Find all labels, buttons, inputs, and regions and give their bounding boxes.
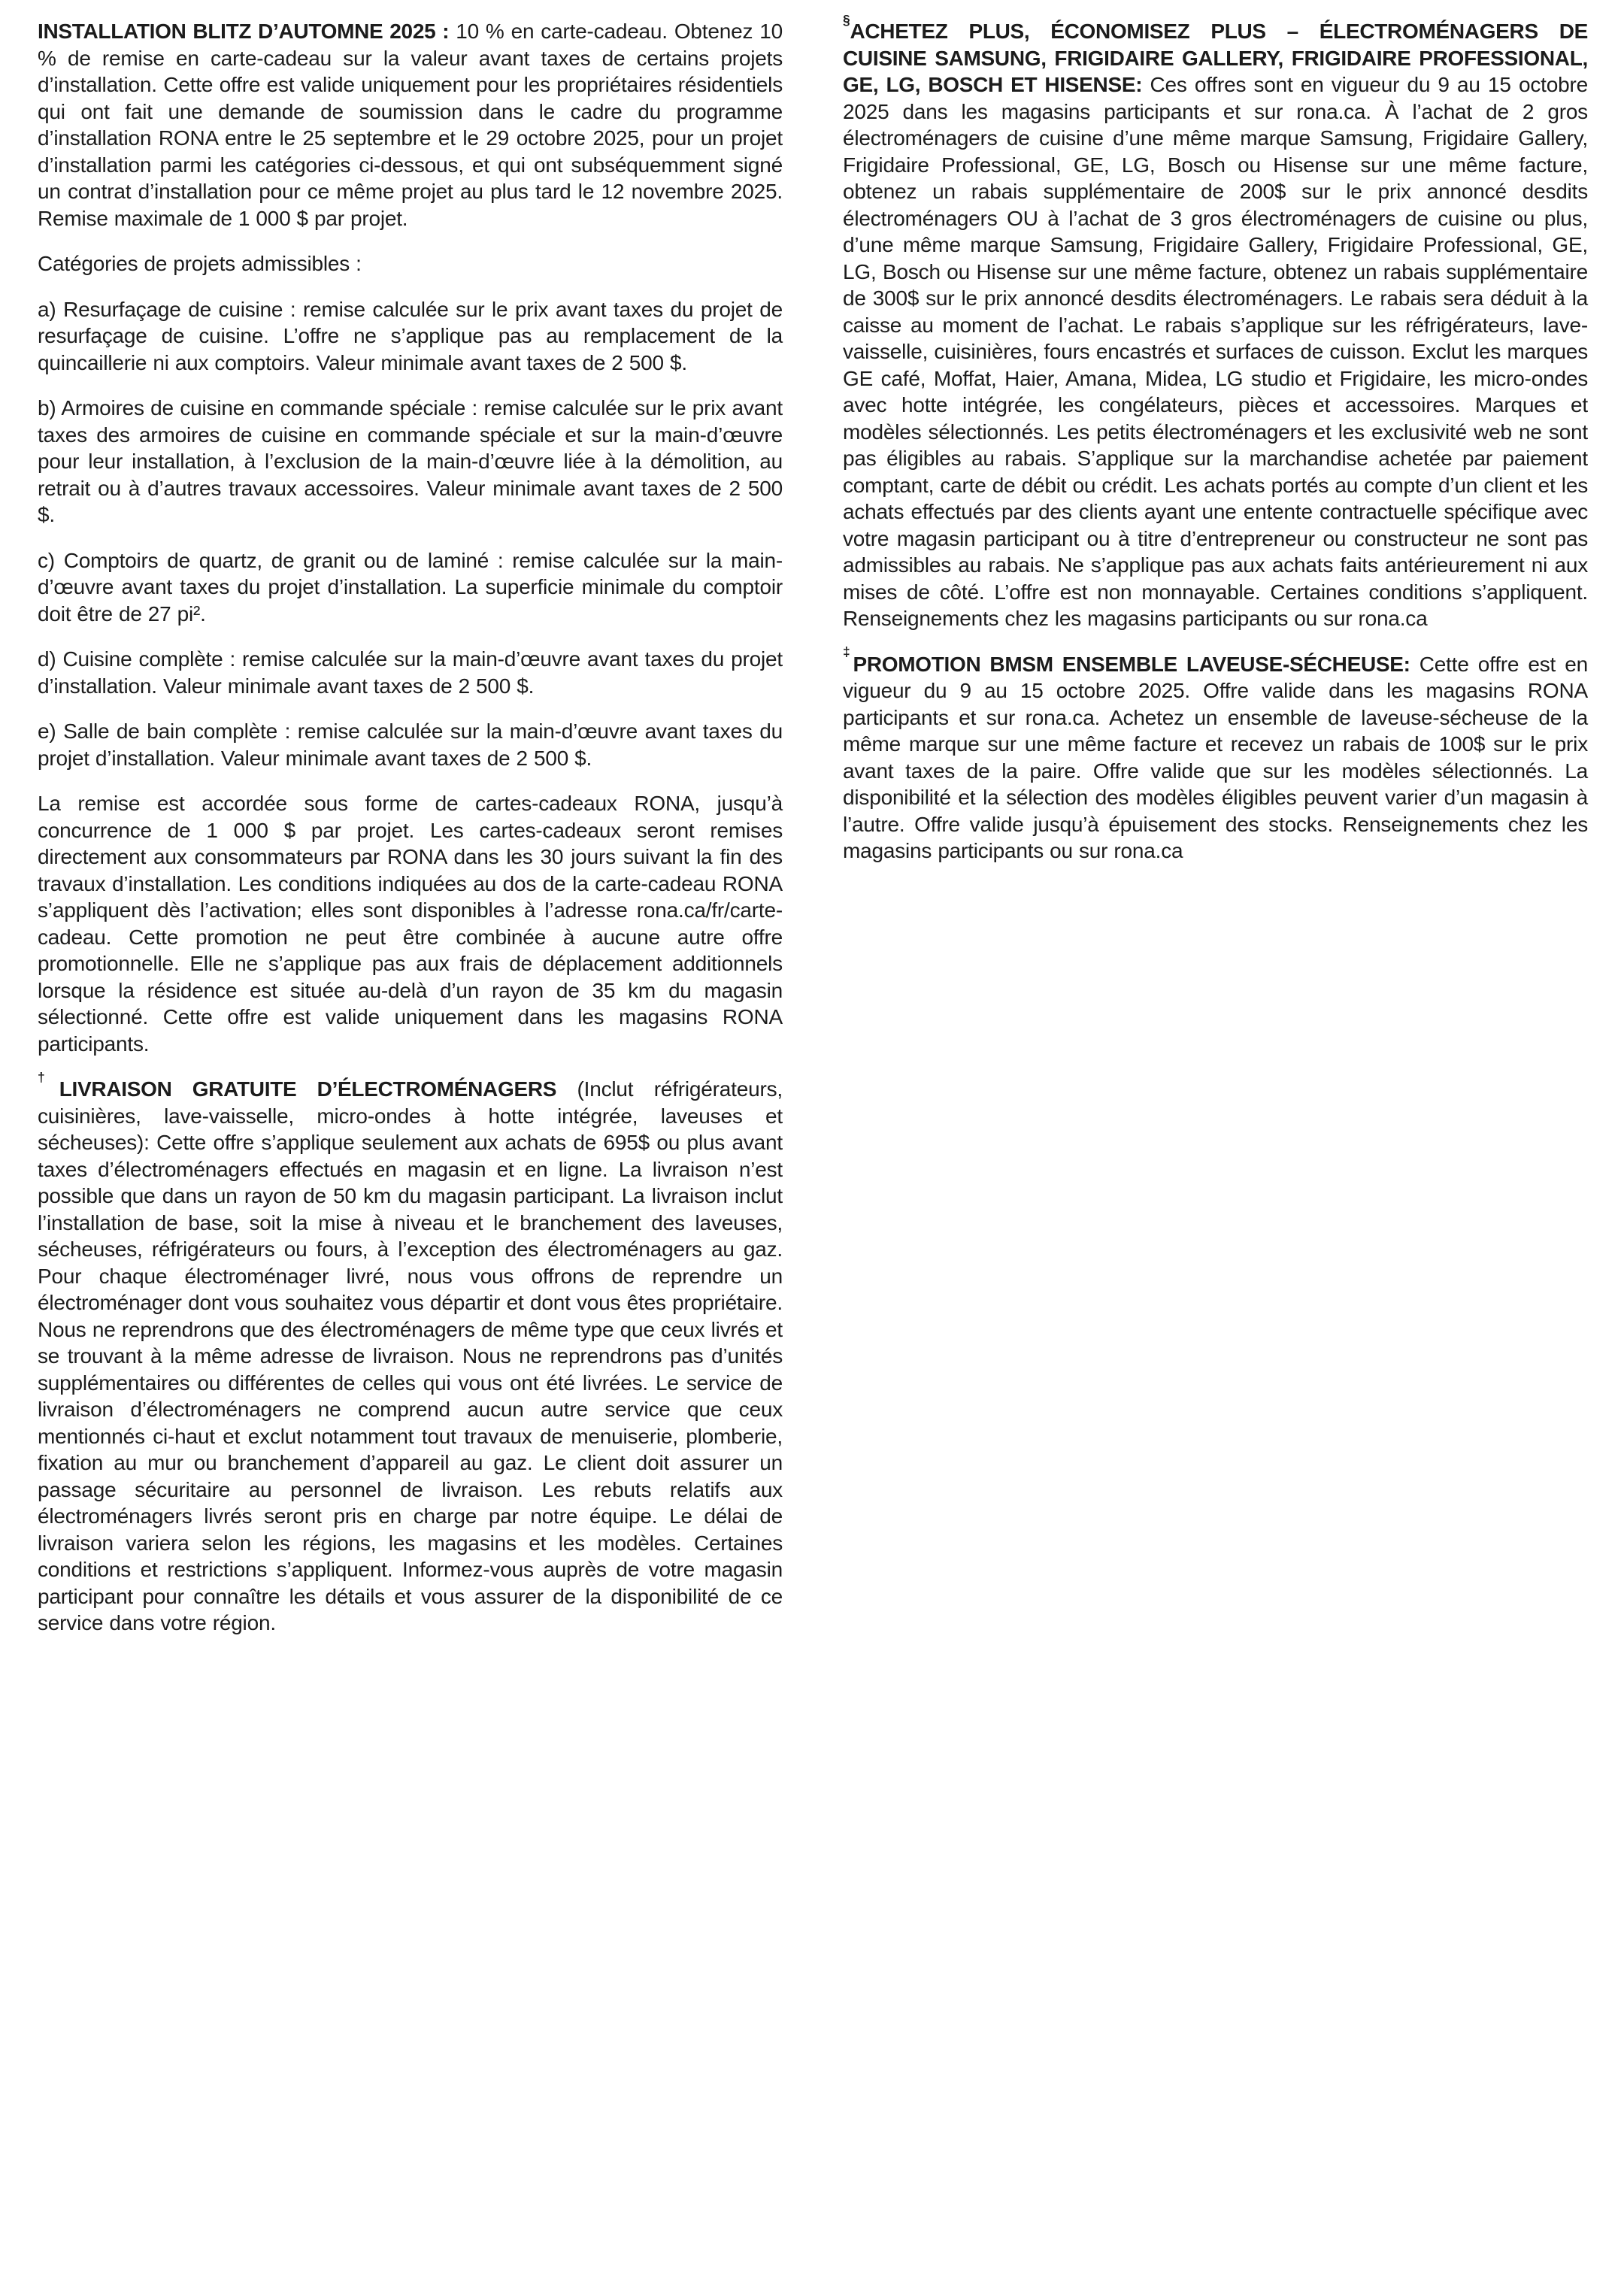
para-category-b-armoires (38, 395, 783, 529)
para-remise-conditions (38, 790, 783, 1057)
achetez-plus-heading: ACHETEZ PLUS, ÉCONOMISEZ PLUS – ÉLECTROMÉNAGERS DE CUISINE SAMSUNG, FRIGIDAIRE GALLERY, FRIGIDAIRE PROFESSIONAL, GE, LG, BOSCH ET HISENSE: (843, 20, 1588, 96)
para-categories-intro (38, 250, 783, 277)
para-category-c-comptoirs (38, 547, 783, 628)
para-body: 10 % en carte-cadeau. Obtenez 10 % de remise en carte-cadeau sur la valeur avant taxes de certains projets d’installation. Cette offre est valide uniquement pour les propriétaires résidentiels qui ont fait une demande de soumission dans le cadre du programme d’installation RONA entre le 25 septembre et le 29 octobre 2025, pour un projet d’installation parmi les catégories ci-dessous, et qui ont subséquemment signé un contrat d’installation pour ce même projet au plus tard le 12 novembre 2025. Remise maximale de 1 000 $ par projet. (38, 20, 783, 230)
promotion-bmsm-heading: PROMOTION BMSM ENSEMBLE LAVEUSE-SÉCHEUSE: (853, 652, 1410, 676)
para-body: (Inclut réfrigérateurs, cuisinières, lave-vaisselle, micro-ondes à hotte intégrée, laveuses et sécheuses): Cette offre s’applique seulement aux achats de 695$ ou plus avant taxes d’électroménagers effectués en magasin et en ligne. La livraison n’est possible que dans un rayon de 50 km du magasin participant. La livraison inclut l’installation de base, soit la mise à niveau et le branchement des laveuses, sécheuses, réfrigérateurs ou fours, à l’exception des électroménagers au gaz. Pour chaque électroménager livré, nous vous offrons de reprendre un électroménager dont vous souhaitez vous départir et dont vous êtes propriétaire. Nous ne reprendrons que des électroménagers de même type que ceux livrés et se trouvant à la même adresse de livraison. Nous ne reprendrons pas d’unités supplémentaires ou différentes de celles qui vous ont été livrées. Le service de livraison d’électroménagers ne comprend aucun autre service que ceux mentionnés ci-haut et exclut notamment tout travaux de menuiserie, plomberie, fixation au mur ou branchement d’appareil au gaz. Le client doit assurer un passage sécuritaire au personnel de livraison. Les rebuts relatifs aux électroménagers livrés seront pris en charge par notre équipe. Le délai de livraison variera selon les régions, les magasins et les modèles. Certaines conditions et restrictions s’appliquent. Informez-vous auprès de votre magasin participant pour connaître les détails et vous assurer de la disponibilité de ce service dans votre région. (38, 1077, 783, 1634)
para-category-a-resurfacage (38, 296, 783, 377)
para-body: c) Comptoirs de quartz, de granit ou de laminé : remise calculée sur la main-d’œuvre avant taxes du projet d’installation. La superficie minimale du comptoir doit être de 27 pi². (38, 548, 783, 626)
para-livraison-gratuite (38, 1069, 783, 1637)
para-body: Cette offre est en vigueur du 9 au 15 octobre 2025. Offre valide dans les magasins RONA participants et sur rona.ca. Achetez un ensemble de laveuse-sécheuse de la même marque sur une même facture et recevez un rabais de 100$ sur le prix avant taxes de la paire. Offre valide que sur les modèles sélectionnés. La disponibilité et la sélection des modèles éligibles peuvent varier d’un magasin à l’autre. Offre valide jusqu’à épuisement des stocks. Renseignements chez les magasins participants ou sur rona.ca (843, 652, 1588, 862)
para-body: Catégories de projets admissibles : (38, 252, 362, 275)
para-promotion-bmsm (843, 644, 1588, 865)
double-dagger-marker: ‡ (843, 644, 853, 660)
dagger-marker: † (38, 1069, 59, 1085)
left-column (38, 18, 783, 1655)
para-body: d) Cuisine complète : remise calculée sur la main-d’œuvre avant taxes du projet d’installation. Valeur minimale avant taxes de 2 500 $. (38, 647, 783, 698)
installation-blitz-heading: INSTALLATION BLITZ D’AUTOMNE 2025 : (38, 20, 450, 43)
para-body: La remise est accordée sous forme de cartes-cadeaux RONA, jusqu’à concurrence de 1 000 $ par projet. Les cartes-cadeaux seront remises directement aux consommateurs par RONA dans les 30 jours suivant la fin des travaux d’installation. Les conditions indiquées au dos de la carte-cadeau RONA s’appliquent dès l’activation; elles sont disponibles à l’adresse rona.ca/fr/carte-cadeau. Cette promotion ne peut être combinée à aucune autre offre promotionnelle. Elle ne s’applique pas aux frais de déplacement additionnels lorsque la résidence est située au-delà d’un rayon de 35 km du magasin sélectionné. Cette offre est valide uniquement dans les magasins RONA participants. (38, 792, 783, 1056)
livraison-gratuite-heading: LIVRAISON GRATUITE D’ÉLECTROMÉNAGERS (59, 1077, 557, 1101)
para-body: a) Resurfaçage de cuisine : remise calculée sur le prix avant taxes du projet de resurfaçage de cuisine. L’offre ne s’applique pas au remplacement de la quincaillerie ni aux comptoirs. Valeur minimale avant taxes de 2 500 $. (38, 297, 783, 374)
para-category-e-salle-de-bain (38, 718, 783, 771)
para-body: Ces offres sont en vigueur du 9 au 15 octobre 2025 dans les magasins participants et sur rona.ca. À l’achat de 2 gros électroménagers de cuisine d’une même marque Samsung, Frigidaire Gallery, Frigidaire Professional, GE, LG, Bosch ou Hisense sur une même facture, obtenez un rabais supplémentaire de 200$ sur le prix annoncé desdits électroménagers OU à l’achat de 3 gros électroménagers de cuisine ou plus, d’une même marque Samsung, Frigidaire Gallery, Frigidaire Professional, GE, LG, Bosch ou Hisense sur une même facture, obtenez un rabais supplémentaire de 300$ sur le prix annoncé desdits électroménagers. Le rabais sera déduit à la caisse au moment de l’achat. Le rabais s’applique sur les réfrigérateurs, lave-vaisselle, cuisinières, fours encastrés et surfaces de cuisson. Exclut les marques GE café, Moffat, Haier, Amana, Midea, LG studio et Frigidaire, les micro-ondes avec hotte intégrée, les congélateurs, pièces et accessoires. Marques et modèles sélectionnés. Les petits électroménagers et les exclusivité web ne sont pas éligibles au rabais. S’applique sur la marchandise achetée par paiement comptant, carte de débit ou crédit. Les achats portés au compte d’un client et les achats effectués par des clients ayant une entente contractuelle spécifique avec votre magasin participant ou à titre d’entrepreneur ou constructeur ne sont pas admissibles au rabais. Ne s’applique pas aux achats faits antérieurement ni aux mises de côté. L’offre est non monnayable. Certaines conditions s’appliquent. Renseignements chez les magasins participants ou sur rona.ca (843, 73, 1588, 630)
para-body: b) Armoires de cuisine en commande spéciale : remise calculée sur le prix avant taxes des armoires de cuisine en commande spéciale et sur la main-d’œuvre pour leur installation, à l’exclusion de la main-d’œuvre liée à la démolition, au retrait ou à d’autres travaux accessoires. Valeur minimale avant taxes de 2 500 $. (38, 396, 783, 526)
section-sign-marker: § (843, 11, 850, 27)
right-column (843, 11, 1588, 1655)
para-achetez-plus (843, 11, 1588, 632)
para-installation-blitz (38, 18, 783, 232)
para-category-d-cuisine (38, 646, 783, 699)
para-body: e) Salle de bain complète : remise calculée sur la main-d’œuvre avant taxes du projet d’installation. Valeur minimale avant taxes de 2 500 $. (38, 719, 783, 770)
